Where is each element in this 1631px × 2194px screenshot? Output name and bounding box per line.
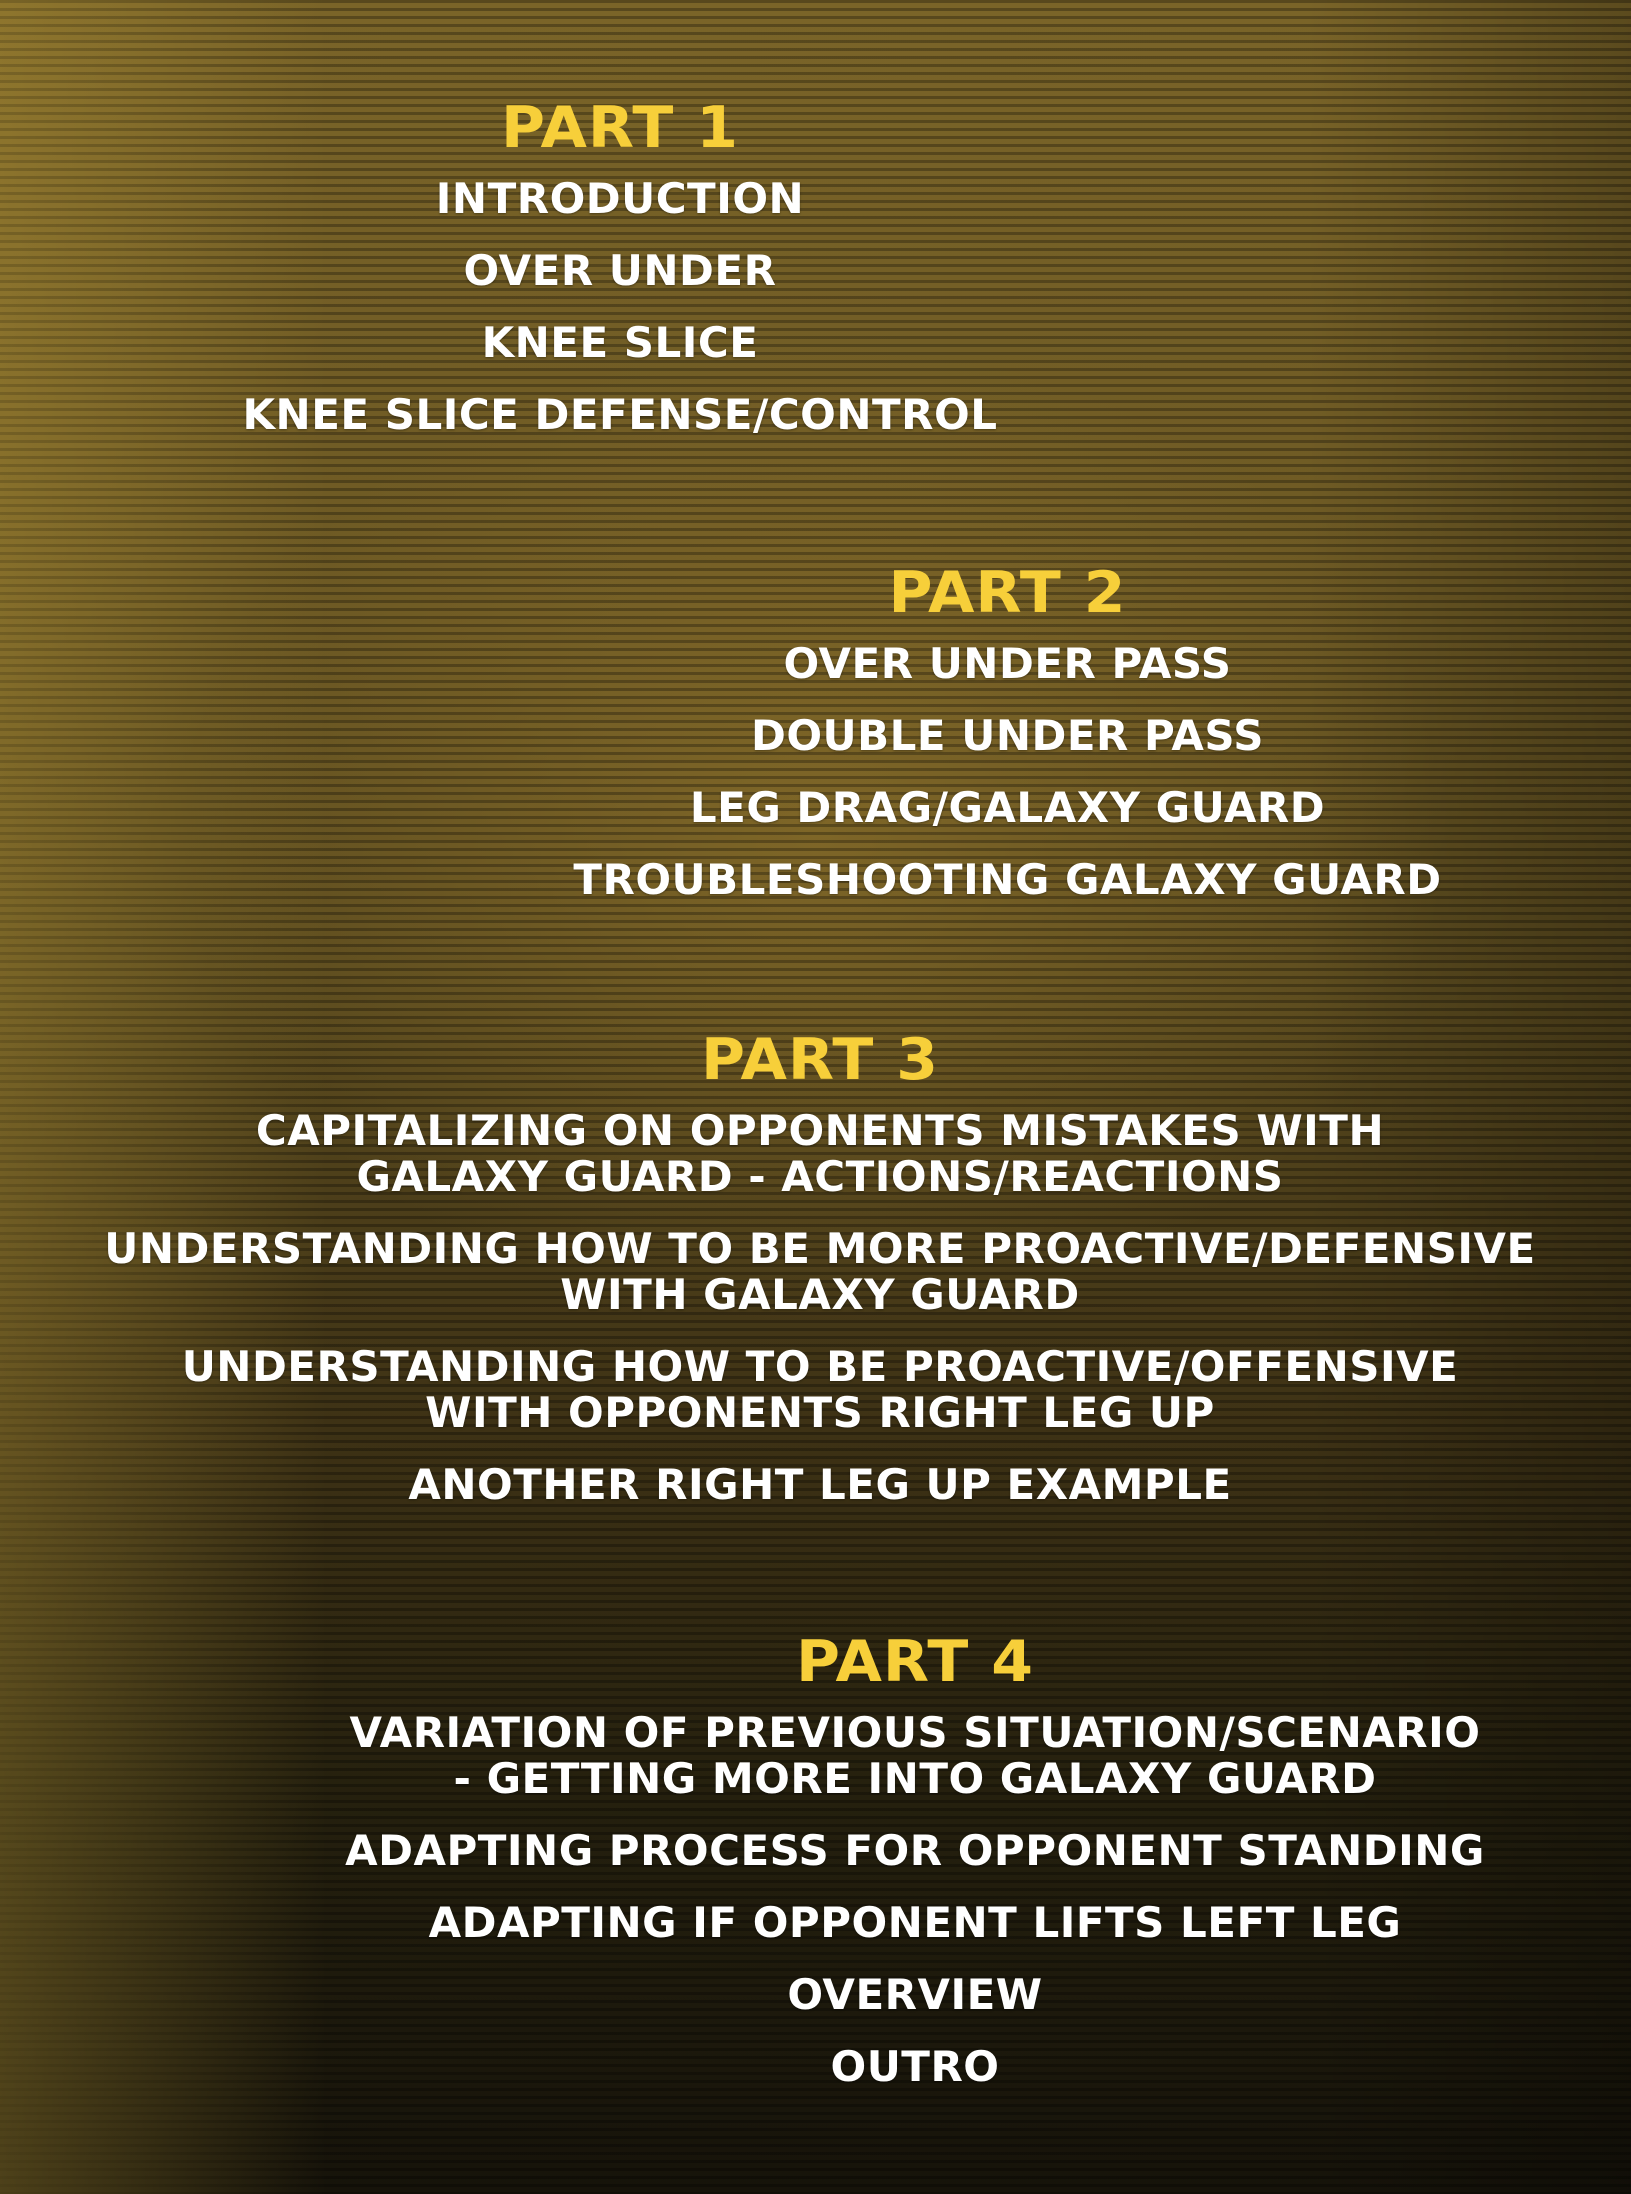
part-4-item: VARIATION OF PREVIOUS SITUATION/SCENARIO - GETTING MORE INTO GALAXY GUARD (349, 1708, 1481, 1803)
part-4-section (340, 1628, 1490, 2116)
part-4-item: OUTRO (830, 2042, 1000, 2091)
part-2-section (570, 559, 1445, 929)
part-3-item: UNDERSTANDING HOW TO BE MORE PROACTIVE/DEFENSIVE WITH GALAXY GUARD (104, 1224, 1536, 1319)
part-1-title: PART 1 (501, 94, 739, 162)
part-1-item: KNEE SLICE (481, 318, 759, 367)
part-2-item: DOUBLE UNDER PASS (750, 711, 1265, 760)
part-1-section (240, 94, 1000, 464)
part-4-item: ADAPTING IF OPPONENT LIFTS LEFT LEG (428, 1898, 1402, 1947)
part-4-title: PART 4 (796, 1628, 1034, 1696)
part-2-item: OVER UNDER PASS (783, 639, 1232, 688)
part-2-title: PART 2 (888, 559, 1127, 627)
part-4-item: ADAPTING PROCESS FOR OPPONENT STANDING (345, 1826, 1485, 1875)
part-1-item: OVER UNDER (463, 246, 777, 295)
part-2-item: TROUBLESHOOTING GALAXY GUARD (573, 855, 1442, 904)
part-3-item: CAPITALIZING ON OPPONENTS MISTAKES WITH GALAXY GUARD - ACTIONS/REACTIONS (255, 1106, 1385, 1201)
part-3-item: ANOTHER RIGHT LEG UP EXAMPLE (408, 1460, 1232, 1509)
part-2-item: LEG DRAG/GALAXY GUARD (689, 783, 1326, 832)
part-4-item: OVERVIEW (787, 1970, 1043, 2019)
part-3-item: UNDERSTANDING HOW TO BE PROACTIVE/OFFENSIVE WITH OPPONENTS RIGHT LEG UP (181, 1342, 1459, 1437)
part-3-title: PART 3 (701, 1026, 939, 1094)
part-1-item: INTRODUCTION (435, 174, 805, 223)
part-1-item: KNEE SLICE DEFENSE/CONTROL (242, 390, 998, 439)
part-3-section (100, 1026, 1540, 1534)
